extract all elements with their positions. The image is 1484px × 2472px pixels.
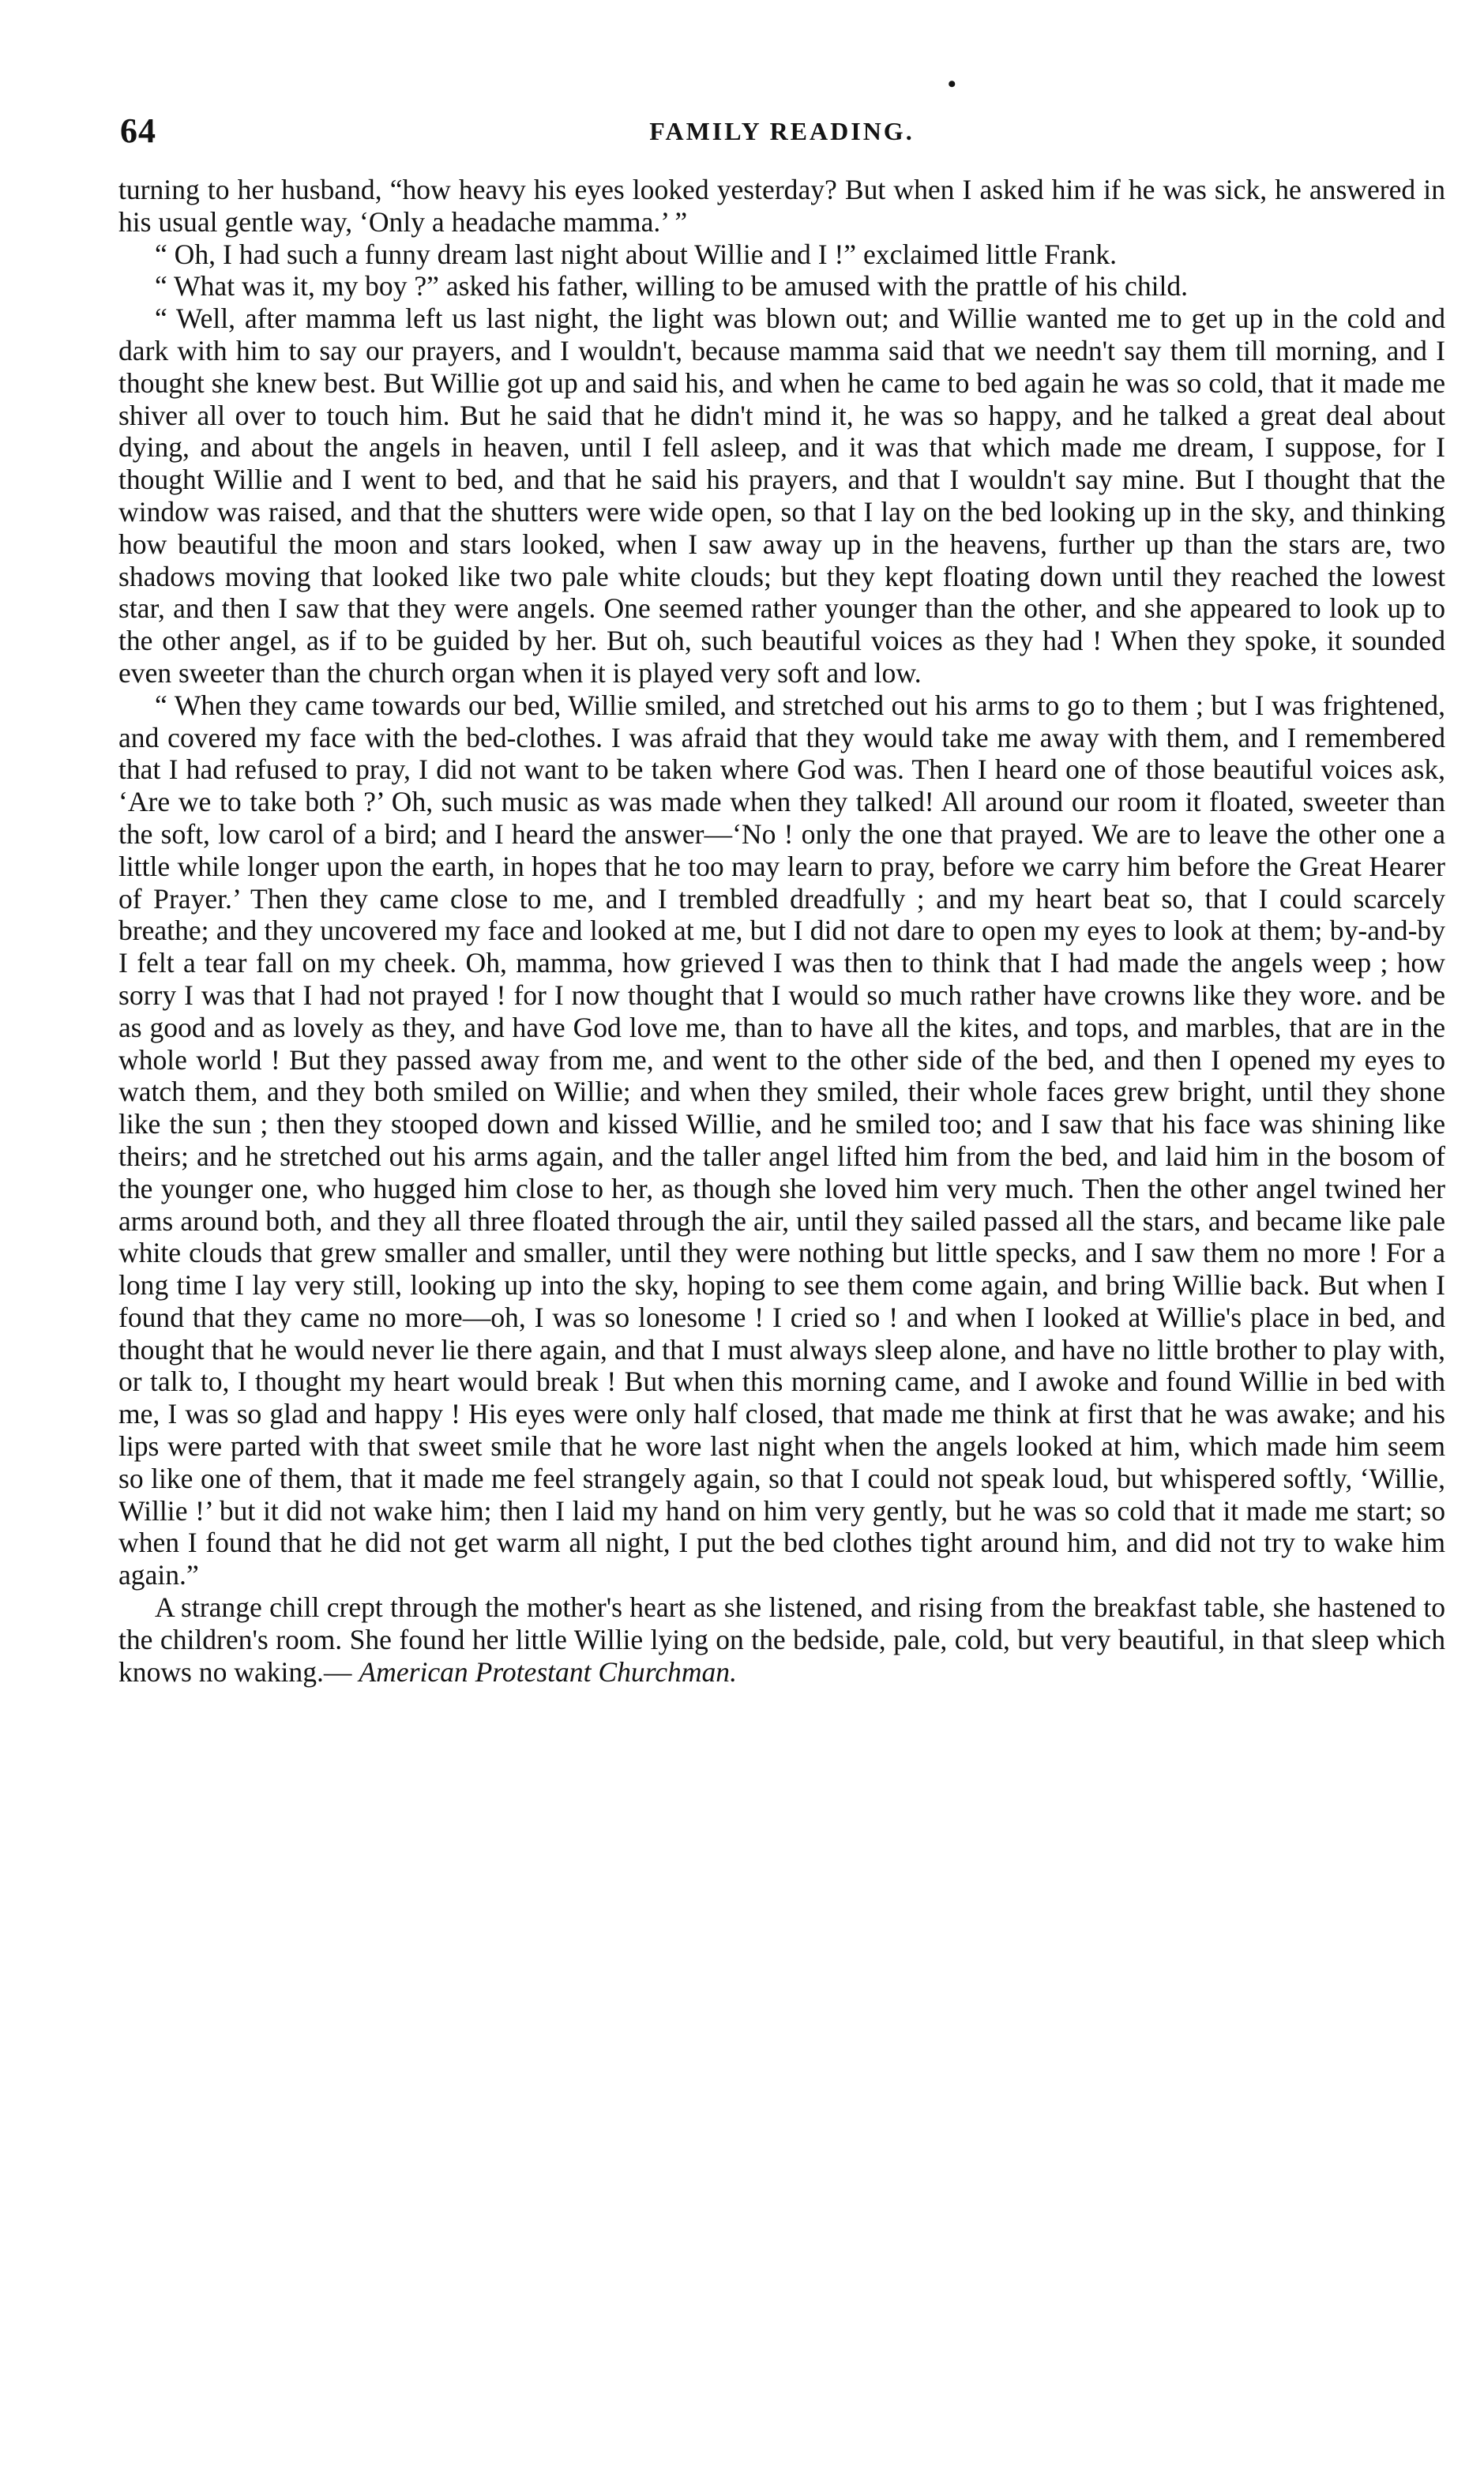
paragraph: “ When they came towards our bed, Willie smiled, and stretched out his arms to go to them ; but I was frightened, and covered my face with the bed-clothes. I was afraid that they would take me away with them, and I remembered that I had refused to pray, I did not want to be taken where God was. Then I heard one of those beautiful voices ask, ‘Are we to take both ?’ Oh, such music as was made when they talked! All around our room it floated, sweeter than the soft, low carol of a bird; and I heard the answer—‘No ! only the one that prayed. We are to leave the other one a little while longer upon the earth, in hopes that he too may learn to pray, before we carry him before the Great Hearer of Prayer.’ Then they came close to me, and I trembled dreadfully ; and my heart beat so, that I could scarcely breathe; and they uncovered my face and looked at me, but I did not dare to open my eyes to look at them; by-and-by I felt a tear fall on my cheek. Oh, mamma, how grieved I was then to think that I had made the angels weep ; how sorry I was that I had not prayed ! for I now thought that I would so much rather have crowns like they wore. and be as good and as lovely as they, and have God love me, than to have all the kites, and tops, and marbles, that are in the whole world ! But they passed away from me, and went to the other side of the bed, and then I opened my eyes to watch them, and they both smiled on Willie; and when they smiled, their whole faces grew bright, until they shone like the sun ; then they stooped down and kissed Willie, and he smiled too; and I saw that his face was shining like theirs; and he stretched out his arms again, and the taller angel lifted him from the bed, and laid him in the bosom of the younger one, who hugged him close to her, as though she loved him very much. Then the other angel twined her arms around both, and they all three floated through the air, until they sailed passed all the stars, and became like pale white clouds that grew smaller and smaller, until they were nothing but little specks, and I saw them no more ! For a long time I lay very still, looking up into the sky, hoping to see them come again, and bring Willie back. But when I found that they came no more—oh, I was so lonesome ! I cried so ! and when I looked at Willie's place in bed, and thought that he would never lie there again, and that I must always sleep alone, and have no little brother to play with, or talk to, I thought my heart would break ! But when this morning came, and I awoke and found Willie in bed with me, I was so glad and happy ! His eyes were only half closed, that made me think at first that he was awake; and his lips were parted with that sweet smile that he wore last night when the angels looked at him, which made him seem so like one of them, that it made me feel strangely again, so that I could not speak loud, but whispered softly, ‘Willie, Willie !’ but it did not wake him; then I laid my hand on him very gently, but he was so cold that it made me start; so when I found that he did not get warm all night, I put the bed clothes tight around him, and did not try to wake him again.” xyxy=(118,689,1445,1591)
page-header xyxy=(118,71,1445,150)
article-body xyxy=(118,174,1445,1688)
closing-text: A strange chill crept through the mother's heart as she listened, and rising from the breakfast table, she hastened to the children's room. She found her little Willie lying on the bedside, pale, cold, but very beautiful, in that sleep which knows no waking.— xyxy=(118,1591,1445,1688)
page xyxy=(118,71,1445,1688)
paragraph-continuation: turning to her husband, “how heavy his eyes looked yesterday? But when I asked him if he was sick, he answered in his usual gentle way, ‘Only a headache mamma.’ ” xyxy=(118,174,1445,238)
paragraph: “ What was it, my boy ?” asked his father, willing to be amused with the prattle of his child. xyxy=(155,270,1189,302)
paragraph: “ Oh, I had such a funny dream last night about Willie and I !” exclaimed little Frank. xyxy=(155,238,1118,270)
paragraph: “ Well, after mamma left us last night, the light was blown out; and Willie wanted me to get up in the cold and dark with him to say our prayers, and I wouldn't, because mamma said that we needn't say them till morning, and I thought she knew best. But Willie got up and said his, and when he came to bed again he was so cold, that it made me shiver all over to touch him. But he said that he didn't mind it, he was so happy, and he talked a great deal about dying, and about the angels in heaven, until I fell asleep, and it was that which made me dream, I suppose, for I thought Willie and I went to bed, and that he said his prayers, and that I wouldn't say mine. But I thought that the window was raised, and that the shutters were wide open, so that I lay on the bed looking up in the sky, and thinking how beautiful the moon and stars looked, when I saw away up in the heavens, further up than the stars are, two shadows moving that looked like two pale white clouds; but they kept floating down until they reached the lowest star, and then I saw that they were angels. One seemed rather younger than the other, and she appeared to look up to the other angel, as if to be guided by her. But oh, such beautiful voices as they had ! When they spoke, it sounded even sweeter than the church organ when it is played very soft and low. xyxy=(118,302,1445,689)
source-attribution: American Protestant Churchman. xyxy=(359,1655,737,1688)
page-number: 64 xyxy=(120,111,156,150)
print-speck: • xyxy=(948,71,956,97)
running-title: FAMILY READING. xyxy=(649,117,915,145)
paragraph-closing xyxy=(118,1591,1445,1688)
